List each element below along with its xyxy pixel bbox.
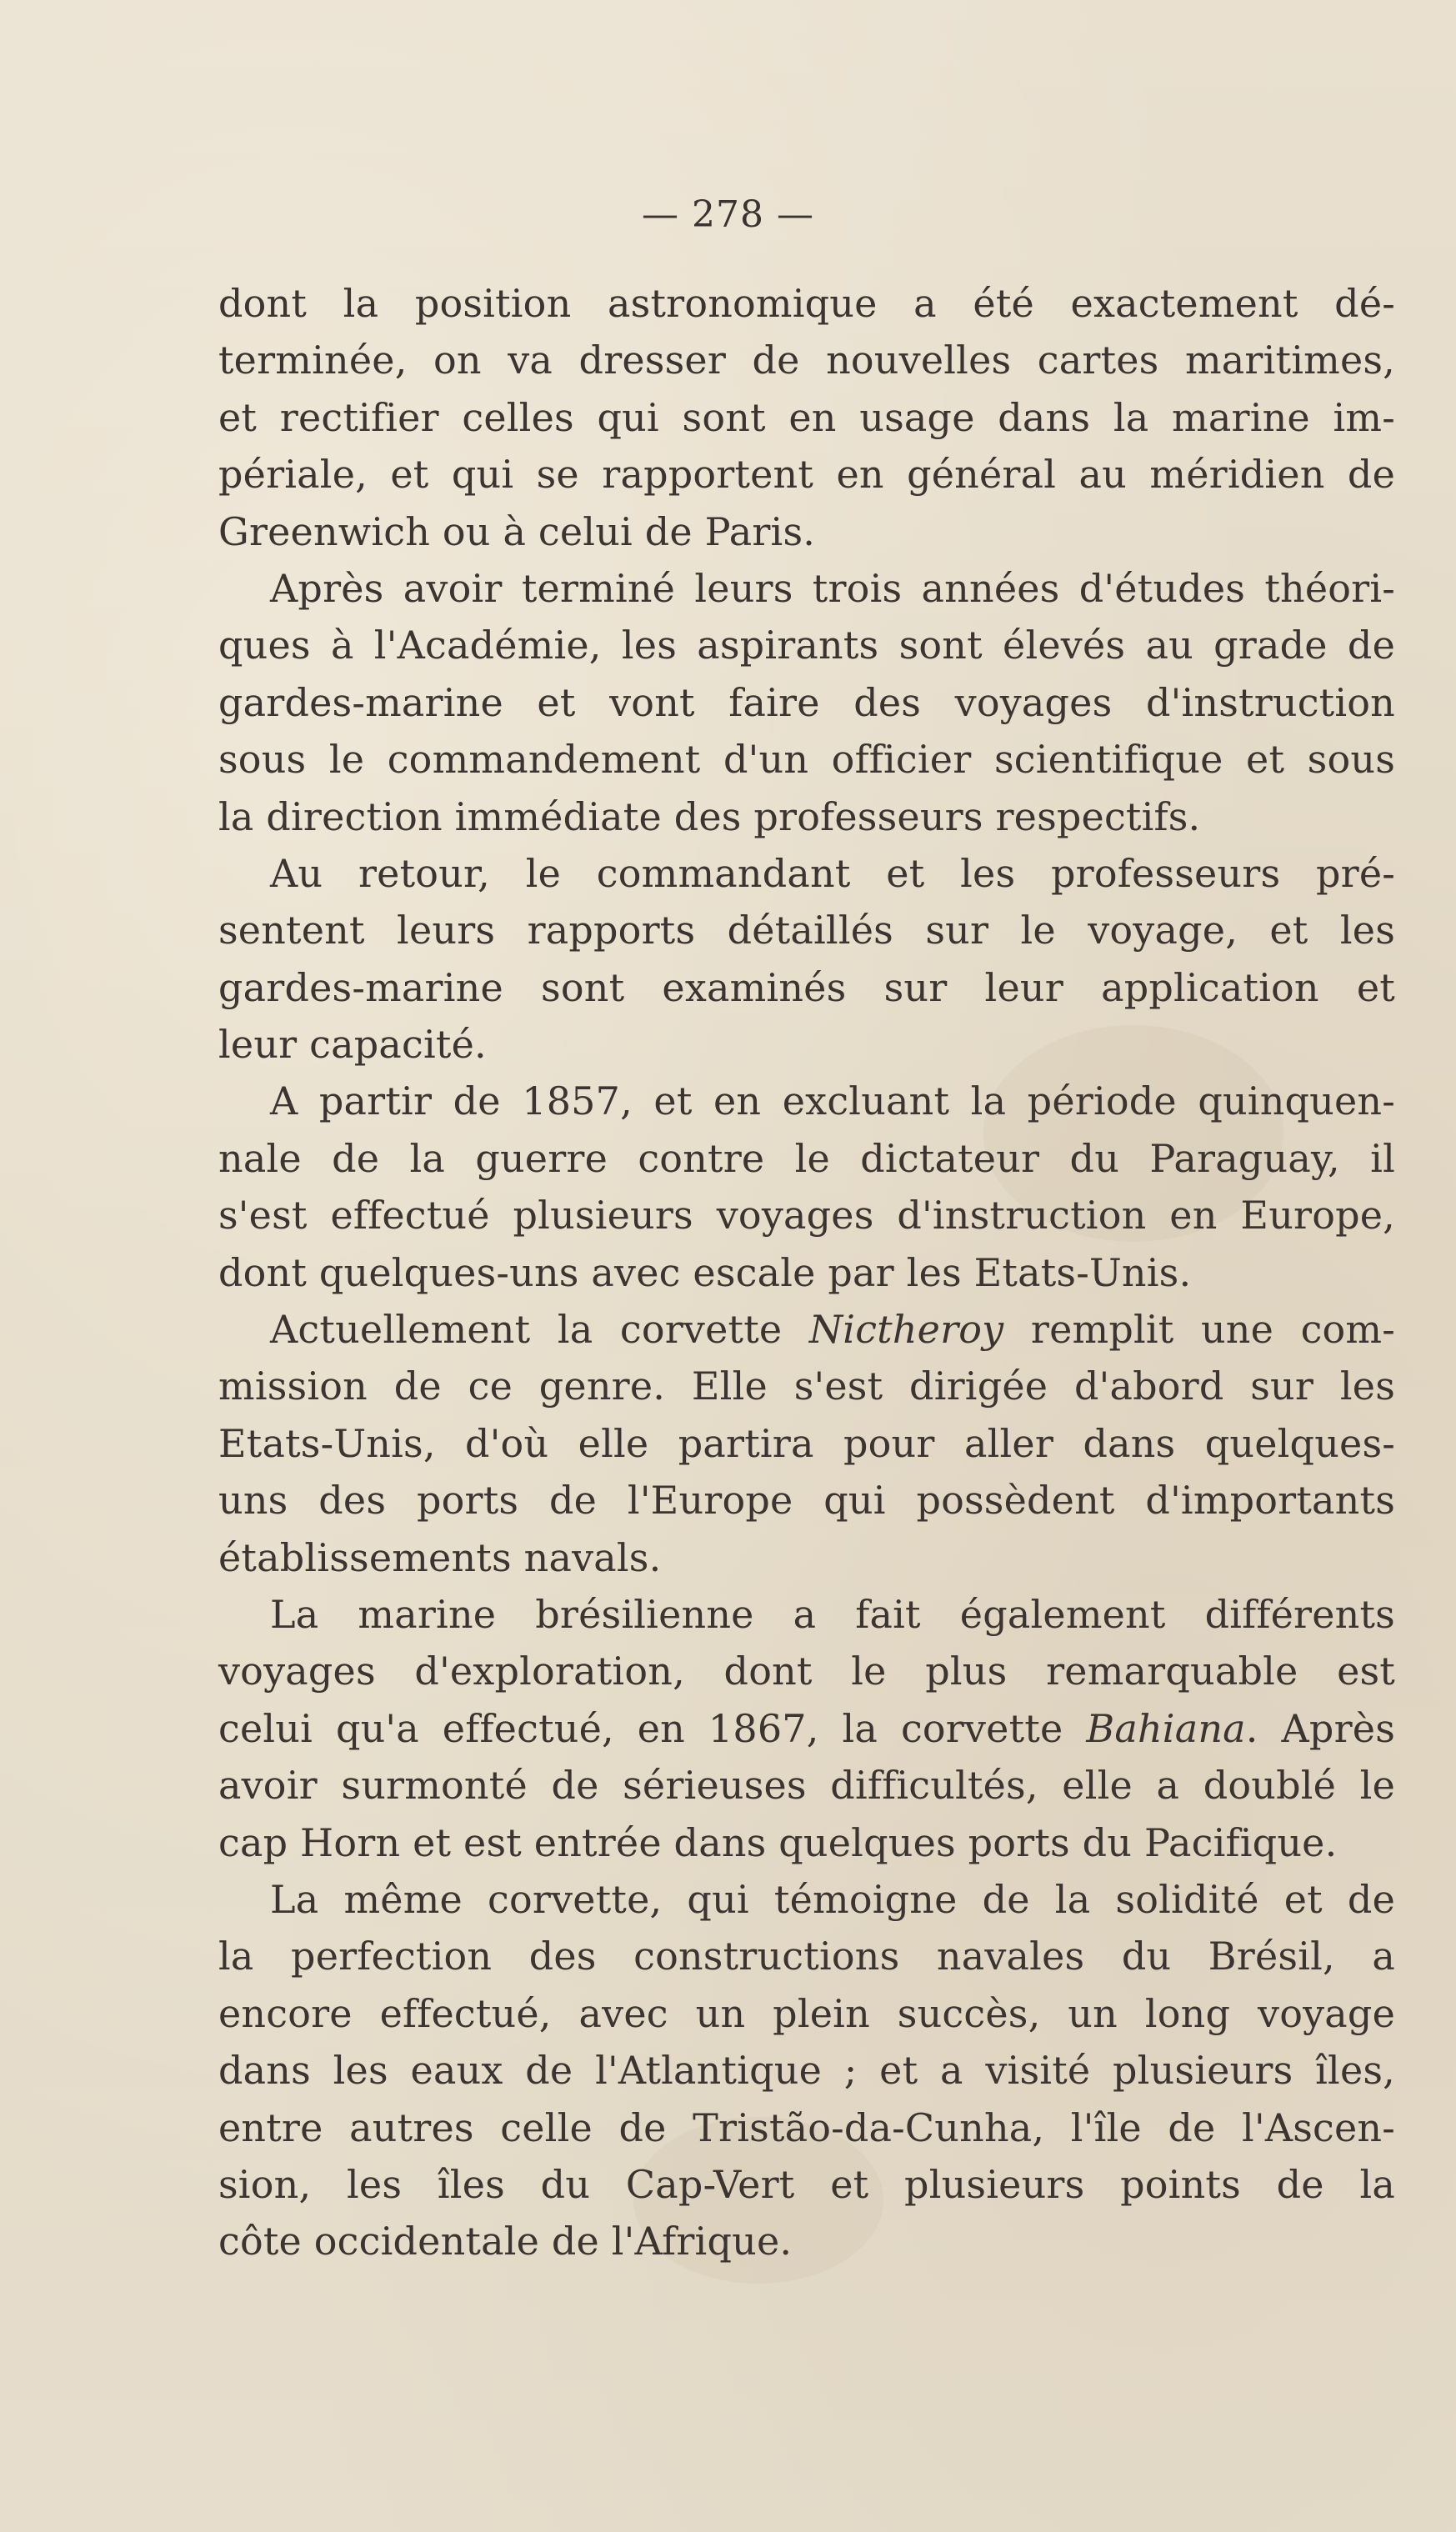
- text-line: terminée, on va dresser de nouvelles cartes maritimes,: [218, 338, 1395, 383]
- line-text: Actuellement la corvette: [270, 1307, 809, 1353]
- body-text: [218, 275, 1395, 2270]
- text-line: sous le commandement d'un officier scientifique et sous: [218, 737, 1395, 783]
- text-line: Au retour, le commandant et les professeurs pré-: [270, 850, 1395, 896]
- text-line: encore effectué, avec un plein succès, un long voyage: [218, 1990, 1395, 2036]
- text-line: la perfection des constructions navales du Brésil, a: [218, 1934, 1395, 1979]
- ship-name-italic: Nictheroy: [808, 1307, 1004, 1353]
- text-line: entre autres celle de Tristão-da-Cunha, l'île de l'Ascen-: [218, 2104, 1395, 2150]
- ship-name-italic: Bahiana: [1086, 1705, 1246, 1751]
- line-text: . Après: [1245, 1705, 1396, 1751]
- text-line: périale, et qui se rapportent en général au méridien de: [218, 452, 1395, 498]
- text-line: Après avoir terminé leurs trois années d'études théori-: [270, 565, 1395, 611]
- text-line: côte occidentale de l'Afrique.: [218, 2219, 793, 2264]
- text-line: sion, les îles du Cap-Vert et plusieurs points de la: [218, 2161, 1395, 2207]
- text-line: s'est effectué plusieurs voyages d'instruction en Europe,: [218, 1193, 1395, 1238]
- text-line: gardes-marine sont examinés sur leur application et: [218, 964, 1395, 1010]
- line-text: celui qu'a effectué, en 1867, la corvette: [218, 1705, 1087, 1751]
- text-line: voyages d'exploration, dont le plus remarquable est: [218, 1649, 1395, 1694]
- text-line: la direction immédiate des professeurs respectifs.: [218, 793, 1201, 839]
- text-line: uns des ports de l'Europe qui possèdent d'importants: [218, 1478, 1395, 1524]
- text-line: mission de ce genre. Elle s'est dirigée d'abord sur les: [218, 1364, 1395, 1409]
- text-line: cap Horn et est entrée dans quelques ports du Pacifique.: [218, 1819, 1338, 1865]
- text-line: sentent leurs rapports détaillés sur le voyage, et les: [218, 908, 1395, 953]
- text-line: [218, 1700, 1395, 1757]
- text-line: A partir de 1857, et en excluant la période quinquen-: [270, 1078, 1395, 1124]
- text-line: et rectifier celles qui sont en usage dans la marine im-: [218, 394, 1395, 440]
- text-line: établissements navals.: [218, 1534, 662, 1580]
- text-line: ques à l'Académie, les aspirants sont élevés au grade de: [218, 623, 1395, 668]
- text-line: dont la position astronomique a été exactement dé-: [218, 281, 1395, 326]
- text-line: Greenwich ou à celui de Paris.: [218, 508, 816, 554]
- text-line: avoir surmonté de sérieuses difficultés, elle a doublé le: [218, 1763, 1395, 1809]
- text-line: dont quelques-uns avec escale par les Etats-Unis.: [218, 1249, 1192, 1295]
- text-line: leur capacité.: [218, 1022, 487, 1068]
- text-line: Etats-Unis, d'où elle partira pour aller dans quelques-: [218, 1420, 1395, 1466]
- text-line: La même corvette, qui témoigne de la solidité et de: [270, 1876, 1395, 1922]
- text-line: dans les eaux de l'Atlantique ; et a visité plusieurs îles,: [218, 2048, 1395, 2094]
- page-number: — 278 —: [642, 193, 814, 236]
- text-line: gardes-marine et vont faire des voyages d'instruction: [218, 679, 1395, 725]
- line-text: remplit une com-: [1003, 1307, 1395, 1353]
- text-line: [218, 1301, 1395, 1358]
- text-line: La marine brésilienne a fait également différents: [270, 1591, 1395, 1637]
- text-line: nale de la guerre contre le dictateur du Paraguay, il: [218, 1135, 1395, 1181]
